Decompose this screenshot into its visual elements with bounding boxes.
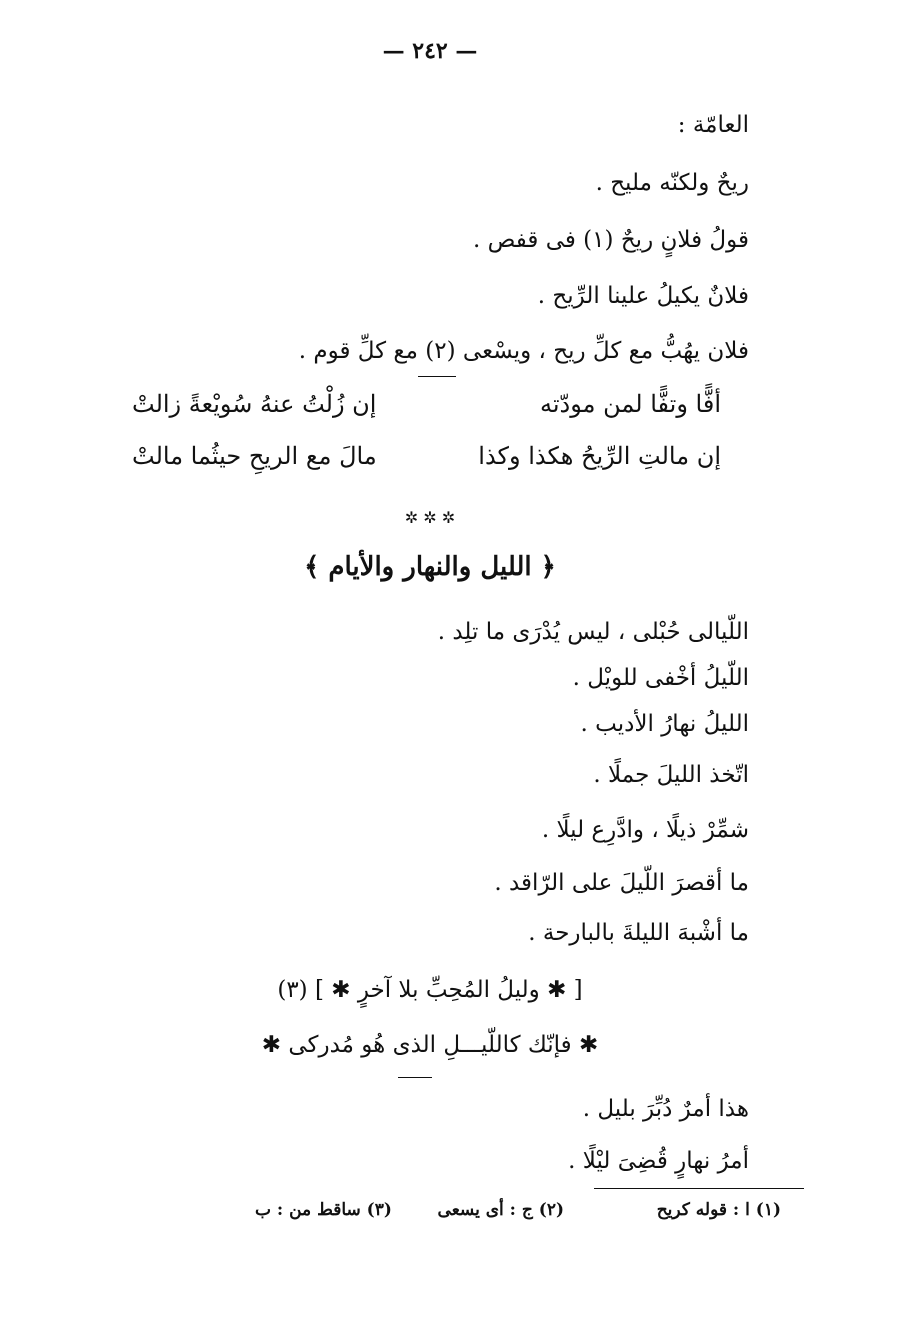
overline-mark	[418, 376, 456, 377]
section-heading: ﴿ الليل والنهار والأيام ﴾	[304, 552, 556, 582]
proverb-night-3: الليلُ نهارُ الأديب .	[580, 711, 749, 737]
footnote-3: (٣) ساقط من : ب	[255, 1200, 392, 1220]
proverb-wind-2: قولُ فلانٍ ريحٌ (١) فى قفص .	[472, 227, 749, 253]
verse1-hemistich-left-1: إن زُلْتُ عنهُ سُويْعةً زالتْ	[132, 390, 377, 418]
proverb-end-1: هذا أمرٌ دُبِّرَ بليل .	[582, 1096, 749, 1122]
proverb-night-4: اتّخذ الليلَ جملًا .	[593, 762, 749, 788]
proverb-night-6: ما أقصرَ اللّيلَ على الرّاقد .	[494, 870, 749, 896]
verse2-line-1: [ ✱ وليلُ المُحِبِّ بلا آخرٍ ✱ ] (٣)	[277, 977, 583, 1003]
proverb-night-2: اللّيلُ أخْفى للويْل .	[572, 665, 749, 691]
verse2-line-2: ✱ فإنّك كاللّيـــلِ الذى هُو مُدركى ✱	[261, 1032, 599, 1058]
section-separator: ✲ ✲ ✲	[404, 508, 456, 527]
verse1-hemistich-right-2: إن مالتِ الرِّيحُ هكذا وكذا	[478, 442, 721, 470]
proverb-wind-1: ريحٌ ولكنّه مليح .	[595, 170, 749, 196]
page-number: — ٢٤٢ —	[382, 38, 478, 64]
verse1-hemistich-left-2: مالَ مع الريحِ حيثُما مالتْ	[132, 442, 377, 470]
proverb-wind-3: فلانٌ يكيلُ علينا الرِّيح .	[537, 283, 749, 309]
proverb-night-1: اللّيالى حُبْلى ، ليس يُدْرَى ما تلِد .	[437, 619, 749, 645]
proverb-night-5: شمِّرْ ذيلًا ، وادَّرِع ليلًا .	[541, 817, 749, 843]
section-label: العامّة :	[677, 112, 749, 138]
footnote-1: (١) ا : قوله كريح	[656, 1200, 781, 1220]
footnote-2: (٢) ج : أى يسعى	[437, 1200, 564, 1220]
verse1-hemistich-right-1: أفًّا وتفًّا لمن مودّته	[539, 390, 721, 418]
proverb-wind-4: فلان يهُبُّ مع كلِّ ريح ، ويسْعى (٢) مع كلِّ قوم .	[298, 338, 749, 364]
footnote-rule	[594, 1188, 804, 1189]
proverb-end-2: أمرُ نهارٍ قُضِىَ ليْلًا .	[568, 1148, 749, 1174]
proverb-night-7: ما أشْبهَ الليلةَ بالبارحة .	[528, 920, 749, 946]
overline-mark	[398, 1077, 432, 1078]
